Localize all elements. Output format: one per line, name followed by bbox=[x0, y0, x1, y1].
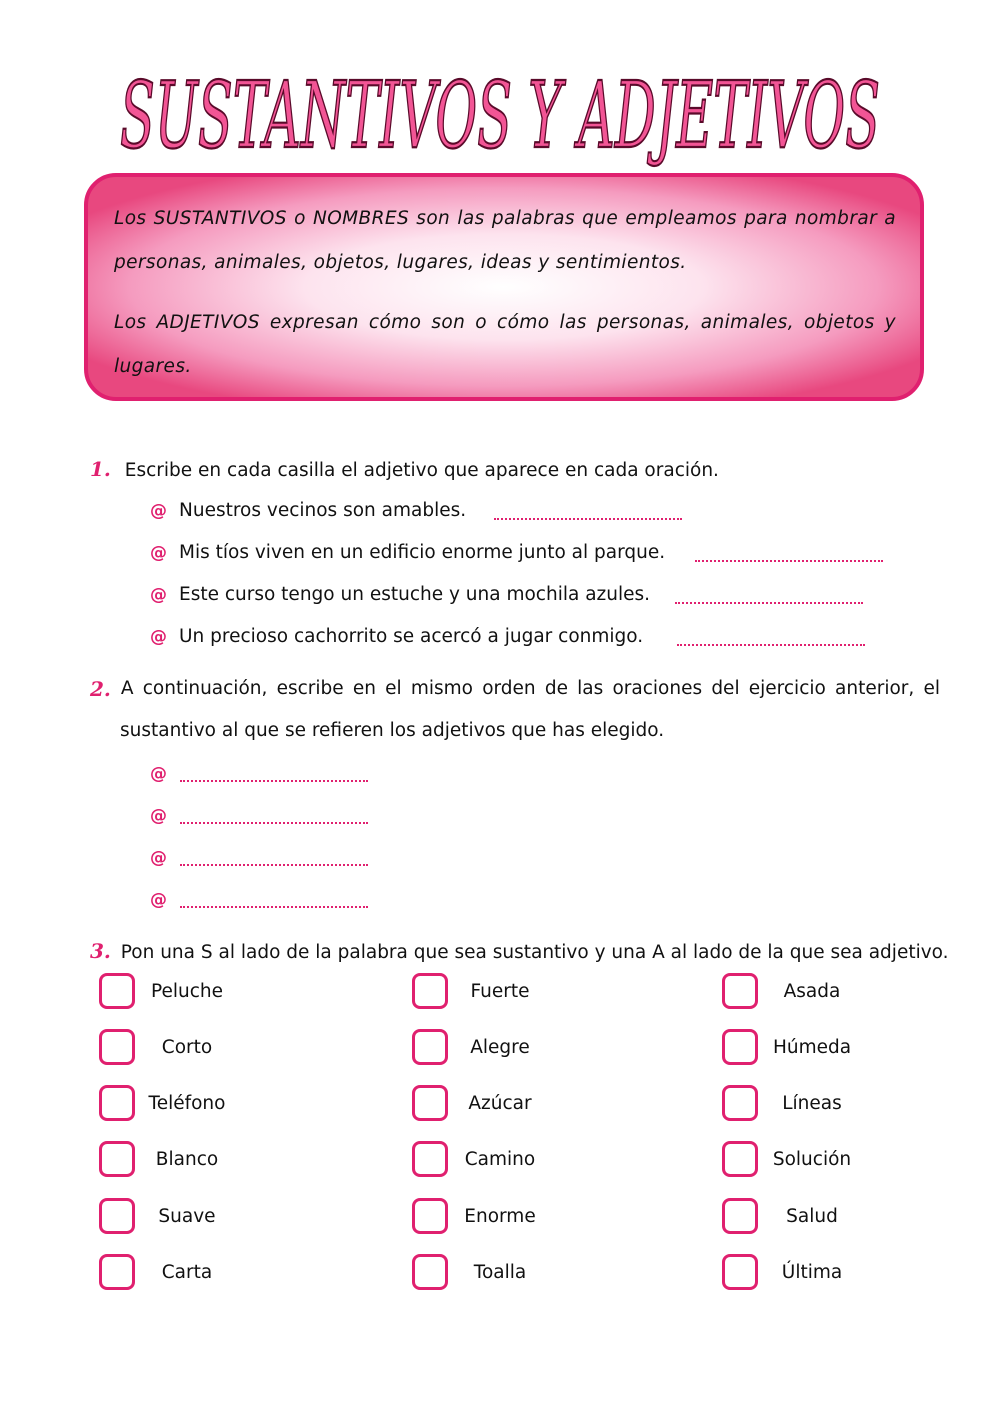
question-text: Escribe en cada casilla el adjetivo que aparece en cada oración. bbox=[124, 460, 719, 481]
question-3 bbox=[90, 930, 949, 974]
question-number: 2. bbox=[90, 677, 111, 701]
question-number: 1. bbox=[90, 457, 111, 481]
definition-box bbox=[84, 173, 924, 401]
definition-sustantivos: Los SUSTANTIVOS o NOMBRES son las palabras que empleamos para nombrar a personas, animales, objetos, lugares, ideas y sentimientos. bbox=[114, 208, 896, 273]
swirl-bullet-icon: @ bbox=[150, 543, 167, 563]
word-label: Peluche bbox=[150, 981, 224, 1002]
word-label: Azúcar bbox=[468, 1093, 532, 1114]
answer-line[interactable] bbox=[180, 780, 368, 782]
page-title bbox=[0, 52, 1000, 172]
word-label: Suave bbox=[158, 1206, 216, 1227]
word-label: Solución bbox=[772, 1149, 852, 1170]
word-label: Salud bbox=[786, 1206, 838, 1227]
swirl-bullet-icon: @ bbox=[150, 764, 167, 784]
word-label: Última bbox=[781, 1262, 843, 1283]
word-label: Teléfono bbox=[148, 1093, 226, 1114]
q1-sentence: Un precioso cachorrito se acercó a jugar conmigo. bbox=[179, 626, 644, 647]
word-label: Toalla bbox=[473, 1262, 527, 1283]
word-label: Camino bbox=[464, 1149, 536, 1170]
swirl-bullet-icon: @ bbox=[150, 890, 167, 910]
word-label: Blanco bbox=[155, 1149, 219, 1170]
question-text: Pon una S al lado de la palabra que sea sustantivo y una A al lado de la que sea adjetivo. bbox=[120, 942, 949, 963]
word-label: Fuerte bbox=[470, 981, 530, 1002]
word-label: Asada bbox=[783, 981, 841, 1002]
answer-line[interactable] bbox=[695, 560, 883, 562]
word-label: Húmeda bbox=[772, 1037, 852, 1058]
question-1 bbox=[90, 448, 719, 492]
answer-line[interactable] bbox=[180, 822, 368, 824]
title-text: SUSTANTIVOS Y ADJETIVOS bbox=[120, 62, 880, 169]
word-label: Carta bbox=[161, 1262, 213, 1283]
q1-sentence: Nuestros vecinos son amables. bbox=[179, 500, 467, 521]
q1-sentence: Este curso tengo un estuche y una mochila azules. bbox=[179, 584, 651, 605]
answer-line[interactable] bbox=[675, 602, 863, 604]
question-number: 3. bbox=[90, 939, 111, 963]
swirl-bullet-icon: @ bbox=[150, 585, 167, 605]
question-text-line1: A continuación, escribe en el mismo orden de las oraciones del ejercicio anterior, el bbox=[120, 678, 940, 699]
swirl-bullet-icon: @ bbox=[150, 806, 167, 826]
word-label: Líneas bbox=[782, 1093, 842, 1114]
word-label: Corto bbox=[161, 1037, 213, 1058]
question-text-line2: sustantivo al que se refieren los adjetivos que has elegido. bbox=[120, 720, 665, 741]
word-label: Alegre bbox=[470, 1037, 530, 1058]
swirl-bullet-icon: @ bbox=[150, 848, 167, 868]
answer-line[interactable] bbox=[180, 864, 368, 866]
q1-sentence: Mis tíos viven en un edificio enorme junto al parque. bbox=[179, 542, 666, 563]
answer-line[interactable] bbox=[494, 518, 682, 520]
word-label: Enorme bbox=[464, 1206, 536, 1227]
swirl-bullet-icon: @ bbox=[150, 627, 167, 647]
answer-line[interactable] bbox=[677, 644, 865, 646]
answer-line[interactable] bbox=[180, 906, 368, 908]
definition-adjetivos: Los ADJETIVOS expresan cómo son o cómo las personas, animales, objetos y lugares. bbox=[114, 312, 896, 377]
swirl-bullet-icon: @ bbox=[150, 501, 167, 521]
question-2 bbox=[90, 668, 940, 752]
